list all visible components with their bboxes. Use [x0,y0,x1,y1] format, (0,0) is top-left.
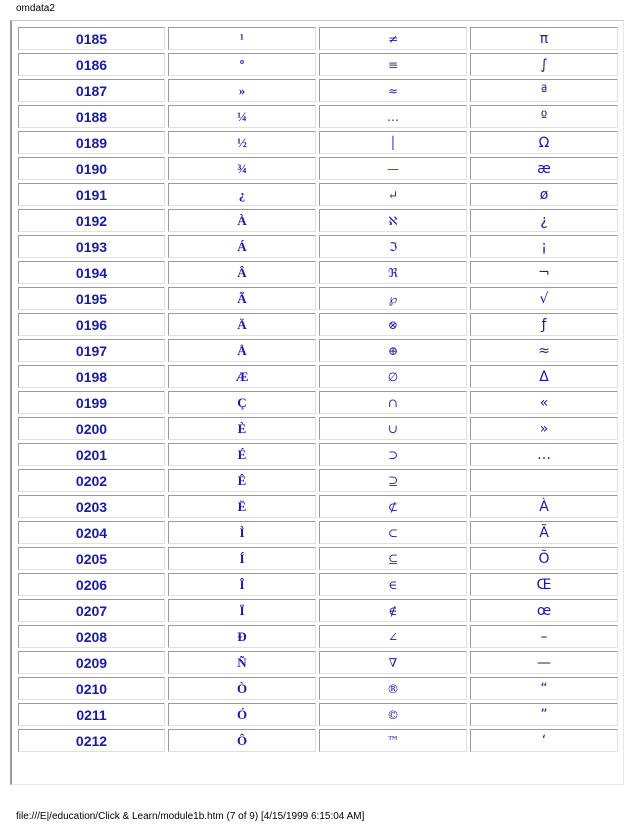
table-row [18,391,618,414]
table-row [18,53,618,76]
code-cell: 0208 [18,625,165,648]
alt-char-cell: Õ [470,547,618,570]
alt-char-cell: « [470,391,618,414]
symbol-char-cell: │ [319,131,467,154]
code-cell: 0189 [18,131,165,154]
symbol-char-cell: ⊇ [319,469,467,492]
ansi-char-cell: Ó [168,703,316,726]
symbol-char-cell: … [319,105,467,128]
table-row [18,573,618,596]
alt-char-cell: — [470,651,618,674]
ansi-char-cell: Ê [168,469,316,492]
table-row [18,261,618,284]
ansi-char-cell: ½ [168,131,316,154]
alt-char-cell: œ [470,599,618,622]
symbol-char-cell: ∈ [319,573,467,596]
alt-char-cell: ¿ [470,209,618,232]
ansi-char-cell: Ì [168,521,316,544]
code-cell: 0212 [18,729,165,752]
symbol-char-cell: ® [319,677,467,700]
alt-char-cell: “ [470,677,618,700]
character-code-table [15,24,621,755]
symbol-char-cell: ⊗ [319,313,467,336]
table-row [18,131,618,154]
symbol-char-cell: ⊄ [319,495,467,518]
alt-char-cell: ª [470,79,618,102]
table-row [18,417,618,440]
alt-char-cell: Œ [470,573,618,596]
code-cell: 0204 [18,521,165,544]
table-row [18,235,618,258]
code-cell: 0195 [18,287,165,310]
table-row [18,495,618,518]
table-row [18,79,618,102]
code-cell: 0185 [18,27,165,50]
ansi-char-cell: » [168,79,316,102]
ansi-char-cell: Â [168,261,316,284]
alt-char-cell: ‘ [470,729,618,752]
code-cell: 0187 [18,79,165,102]
symbol-char-cell: ℑ [319,235,467,258]
symbol-char-cell: ⊆ [319,547,467,570]
ansi-char-cell: Ï [168,599,316,622]
code-cell: 0190 [18,157,165,180]
symbol-char-cell: ℜ [319,261,467,284]
table-row [18,729,618,752]
code-cell: 0202 [18,469,165,492]
table-row [18,703,618,726]
table-row [18,209,618,232]
code-cell: 0201 [18,443,165,466]
ansi-char-cell: Ä [168,313,316,336]
ansi-char-cell: Ñ [168,651,316,674]
symbol-char-cell: ≈ [319,79,467,102]
symbol-char-cell: © [319,703,467,726]
table-row [18,443,618,466]
table-row [18,521,618,544]
ansi-char-cell: º [168,53,316,76]
ansi-char-cell: Í [168,547,316,570]
ansi-char-cell: È [168,417,316,440]
ansi-char-cell: Ô [168,729,316,752]
alt-char-cell: ¡ [470,235,618,258]
ansi-char-cell: ¼ [168,105,316,128]
code-cell: 0199 [18,391,165,414]
symbol-char-cell: — [319,157,467,180]
symbol-char-cell: ∅ [319,365,467,388]
symbol-char-cell: ℘ [319,287,467,310]
symbol-char-cell: ∪ [319,417,467,440]
symbol-char-cell: ≠ [319,27,467,50]
code-cell: 0207 [18,599,165,622]
alt-char-cell: ≈ [470,339,618,362]
table-row [18,339,618,362]
alt-char-cell: ø [470,183,618,206]
ansi-char-cell: ¿ [168,183,316,206]
character-table-frame [10,20,624,785]
ansi-char-cell: Æ [168,365,316,388]
alt-char-cell: Ω [470,131,618,154]
code-cell: 0209 [18,651,165,674]
alt-char-cell [470,469,618,492]
ansi-char-cell: ¹ [168,27,316,50]
code-cell: 0200 [18,417,165,440]
code-cell: 0191 [18,183,165,206]
alt-char-cell: ” [470,703,618,726]
alt-char-cell: … [470,443,618,466]
ansi-char-cell: Ë [168,495,316,518]
ansi-char-cell: Ã [168,287,316,310]
symbol-char-cell: ⊂ [319,521,467,544]
alt-char-cell: ¬ [470,261,618,284]
code-cell: 0206 [18,573,165,596]
alt-char-cell: √ [470,287,618,310]
table-row [18,469,618,492]
table-row [18,157,618,180]
symbol-char-cell: ⊕ [319,339,467,362]
ansi-char-cell: Î [168,573,316,596]
code-cell: 0197 [18,339,165,362]
table-row [18,651,618,674]
ansi-char-cell: Ð [168,625,316,648]
symbol-char-cell: ∉ [319,599,467,622]
ansi-char-cell: Ò [168,677,316,700]
table-row [18,625,618,648]
code-cell: 0192 [18,209,165,232]
table-row [18,677,618,700]
ansi-char-cell: É [168,443,316,466]
code-cell: 0193 [18,235,165,258]
symbol-char-cell: ∩ [319,391,467,414]
symbol-char-cell: ∇ [319,651,467,674]
table-row [18,183,618,206]
code-cell: 0203 [18,495,165,518]
code-cell: 0198 [18,365,165,388]
code-cell: 0186 [18,53,165,76]
ansi-char-cell: À [168,209,316,232]
ansi-char-cell: Á [168,235,316,258]
ansi-char-cell: Å [168,339,316,362]
table-row [18,365,618,388]
table-row [18,547,618,570]
page-footer-path: file:///E|/education/Click & Learn/module1b.htm (7 of 9) [4/15/1999 6:15:04 AM] [16,811,365,822]
alt-char-cell: – [470,625,618,648]
alt-char-cell: » [470,417,618,440]
alt-char-cell: ∫ [470,53,618,76]
ansi-char-cell: Ç [168,391,316,414]
alt-char-cell: Δ [470,365,618,388]
symbol-char-cell: ≡ [319,53,467,76]
table-row [18,105,618,128]
table-row [18,599,618,622]
symbol-char-cell: ⊃ [319,443,467,466]
code-cell: 0211 [18,703,165,726]
code-cell: 0196 [18,313,165,336]
symbol-char-cell: ℵ [319,209,467,232]
page-header-title: omdata2 [16,3,55,14]
table-row [18,27,618,50]
code-cell: 0210 [18,677,165,700]
table-row [18,313,618,336]
code-cell: 0205 [18,547,165,570]
symbol-char-cell: ∠ [319,625,467,648]
alt-char-cell: À [470,495,618,518]
ansi-char-cell: ¾ [168,157,316,180]
symbol-char-cell: ↵ [319,183,467,206]
code-cell: 0188 [18,105,165,128]
table-row [18,287,618,310]
alt-char-cell: æ [470,157,618,180]
code-cell: 0194 [18,261,165,284]
alt-char-cell: º [470,105,618,128]
alt-char-cell: ƒ [470,313,618,336]
alt-char-cell: Ã [470,521,618,544]
alt-char-cell: π [470,27,618,50]
symbol-char-cell: ™ [319,729,467,752]
